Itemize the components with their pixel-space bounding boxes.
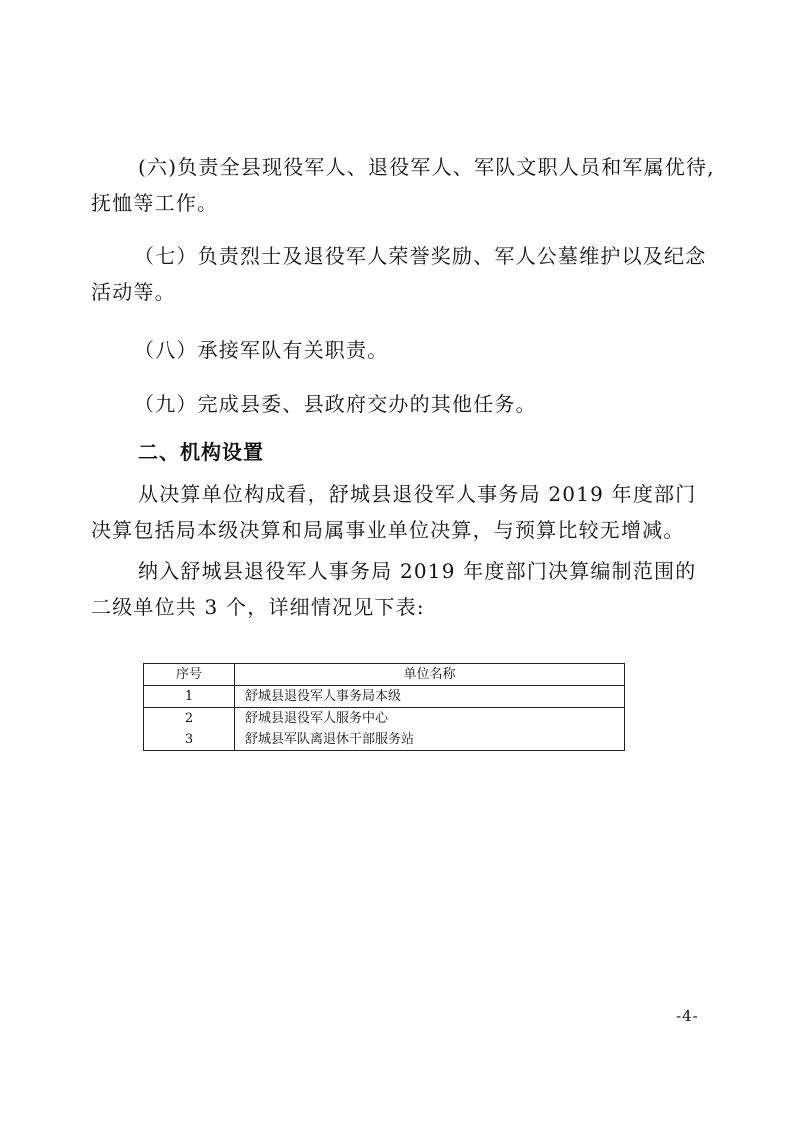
- table-row: [144, 729, 625, 751]
- table-cell-no: 3: [144, 729, 235, 751]
- section-heading: 二、机构设置: [138, 440, 264, 464]
- body-paragraph-2-line-1: 纳入舒城县退役军人事务局 2019 年度部门决算编制范围的: [138, 559, 697, 583]
- table-header-name: 单位名称: [235, 664, 625, 686]
- paragraph-6-line-2: 抚恤等工作。: [91, 191, 219, 215]
- table-cell-no: 1: [144, 686, 235, 708]
- table-row: [144, 708, 625, 730]
- table-cell-name: 舒城县退役军人事务局本级: [235, 686, 625, 708]
- paragraph-7-line-2: 活动等。: [91, 280, 176, 304]
- table-header-no: 序号: [144, 664, 235, 686]
- paragraph-8: （八）承接军队有关职责。: [134, 338, 389, 362]
- body-paragraph-1-line-1: 从决算单位构成看，舒城县退役军人事务局 2019 年度部门: [138, 482, 697, 506]
- table-cell-no: 2: [144, 708, 235, 730]
- table-cell-name: 舒城县军队离退休干部服务站: [235, 729, 625, 751]
- paragraph-9: （九）完成县委、县政府交办的其他任务。: [134, 392, 537, 416]
- page-number: -4-: [676, 1007, 699, 1025]
- body-paragraph-2-line-2: 二级单位共 3 个，详细情况见下表:: [91, 595, 425, 619]
- body-paragraph-1-line-2: 决算包括局本级决算和局属事业单位决算，与预算比较无增减。: [91, 518, 685, 542]
- paragraph-6-line-1: (六)负责全县现役军人、退役军人、军队文职人员和军属优待,: [138, 155, 715, 179]
- table-cell-name: 舒城县退役军人服务中心: [235, 708, 625, 730]
- table-row: [144, 686, 625, 708]
- paragraph-7-line-1: （七）负责烈士及退役军人荣誉奖励、军人公墓维护以及纪念: [134, 244, 707, 268]
- table-header-row: [144, 664, 625, 686]
- units-table: [143, 663, 625, 751]
